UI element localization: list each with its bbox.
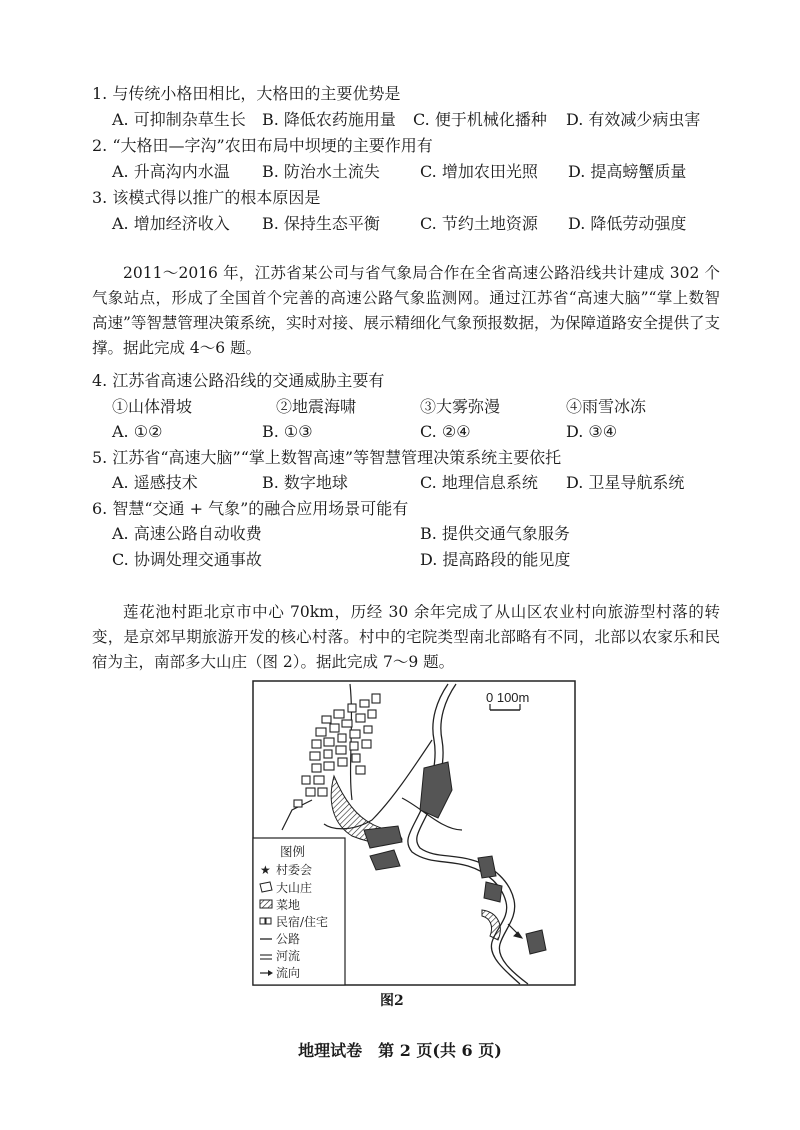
q4-item-1: ①山体滑坡 xyxy=(112,397,193,416)
q4-option-d: D. ③④ xyxy=(566,422,618,441)
q3-option-d: D. 降低劳动强度 xyxy=(568,214,687,233)
passage-1-text: 2011～2016 年，江苏省某公司与省气象局合作在全省高速公路沿线共计建成 302 个气象站点，形成了全国首个完善的高速公路气象监测网。通过江苏省“高速大脑”“掌上数智高速”等智慧管理决策系统，实时对接、展示精细化气象预报数据，为保障道路安全提供了支撑。据此完成 4～6 题。 xyxy=(92,264,720,357)
q2-option-c: C. 增加农田光照 xyxy=(420,162,538,181)
passage-2 xyxy=(92,600,720,675)
legend-title: 图例 xyxy=(280,844,306,859)
legend-vegetable-icon xyxy=(260,900,272,908)
passage-2-text: 莲花池村距北京市中心 70km，历经 30 余年完成了从山区农业村向旅游型村落的转变，是京郊早期旅游开发的核心村落。村中的宅院类型南北部略有不同，北部以农家乐和民宿为主，南部多大山庄（图 2）。据此完成 7～9 题。 xyxy=(92,603,720,671)
q3-option-a: A. 增加经济收入 xyxy=(112,214,230,233)
q4-option-c: C. ②④ xyxy=(420,422,471,441)
q4-option-a: A. ①② xyxy=(112,422,163,441)
q2-option-a: A. 升高沟内水温 xyxy=(112,162,230,181)
q6-option-a: A. 高速公路自动收费 xyxy=(112,524,262,543)
legend-house-icon xyxy=(260,918,265,924)
page-footer: 地理试卷 第 2 页(共 6 页) xyxy=(298,1041,502,1060)
q6-option-d: D. 提高路段的能见度 xyxy=(420,550,571,569)
legend-label-house: 民宿/住宅 xyxy=(276,915,329,929)
figure-caption: 图2 xyxy=(380,993,404,1009)
q2-option-d: D. 提高螃蟹质量 xyxy=(568,162,687,181)
legend-label-committee: 村委会 xyxy=(276,863,313,877)
legend-label-river: 河流 xyxy=(276,949,301,963)
q3-option-b: B. 保持生态平衡 xyxy=(262,214,380,233)
q4-option-b: B. ①③ xyxy=(262,422,313,441)
q5-option-a: A. 遥感技术 xyxy=(112,473,198,492)
q6-option-c: C. 协调处理交通事故 xyxy=(112,550,262,569)
q1-option-b: B. 降低农药施用量 xyxy=(262,110,396,129)
question-5-stem: 5. 江苏省“高速大脑”“掌上数智高速”等智慧管理决策系统主要依托 xyxy=(92,448,562,467)
q1-option-d: D. 有效减少病虫害 xyxy=(566,110,701,129)
question-1-stem: 1. 与传统小格田相比，大格田的主要优势是 xyxy=(92,84,401,103)
q5-option-d: D. 卫星导航系统 xyxy=(566,473,685,492)
q3-option-c: C. 节约土地资源 xyxy=(420,214,538,233)
question-4-stem: 4. 江苏省高速公路沿线的交通威胁主要有 xyxy=(92,371,385,390)
legend-label-road: 公路 xyxy=(276,932,301,946)
q5-option-c: C. 地理信息系统 xyxy=(420,473,538,492)
question-2-stem: 2. “大格田—字沟”农田布局中坝埂的主要作用有 xyxy=(92,136,433,155)
legend-estate-icon xyxy=(260,882,272,892)
q2-option-b: B. 防治水土流失 xyxy=(262,162,380,181)
map-legend xyxy=(253,838,345,985)
q5-option-b: B. 数字地球 xyxy=(262,473,348,492)
question-6-stem: 6. 智慧“交通 + 气象”的融合应用场景可能有 xyxy=(92,499,409,518)
village-map xyxy=(252,680,576,986)
q4-item-2: ②地震海啸 xyxy=(276,397,357,416)
q1-option-c: C. 便于机械化播种 xyxy=(413,110,547,129)
legend-star-icon: ★ xyxy=(260,863,271,877)
scale-label: 0 100m xyxy=(486,690,530,705)
legend-label-vegetable: 菜地 xyxy=(276,898,301,912)
passage-1 xyxy=(92,261,720,361)
legend-label-flow: 流向 xyxy=(276,966,301,980)
legend-house-icon-2 xyxy=(266,918,271,924)
q1-option-a: A. 可抑制杂草生长 xyxy=(112,110,246,129)
q4-item-4: ④雨雪冰冻 xyxy=(566,397,647,416)
q6-option-b: B. 提供交通气象服务 xyxy=(420,524,570,543)
question-3-stem: 3. 该模式得以推广的根本原因是 xyxy=(92,188,321,207)
q4-item-3: ③大雾弥漫 xyxy=(420,397,501,416)
legend-label-estate: 大山庄 xyxy=(276,881,313,895)
